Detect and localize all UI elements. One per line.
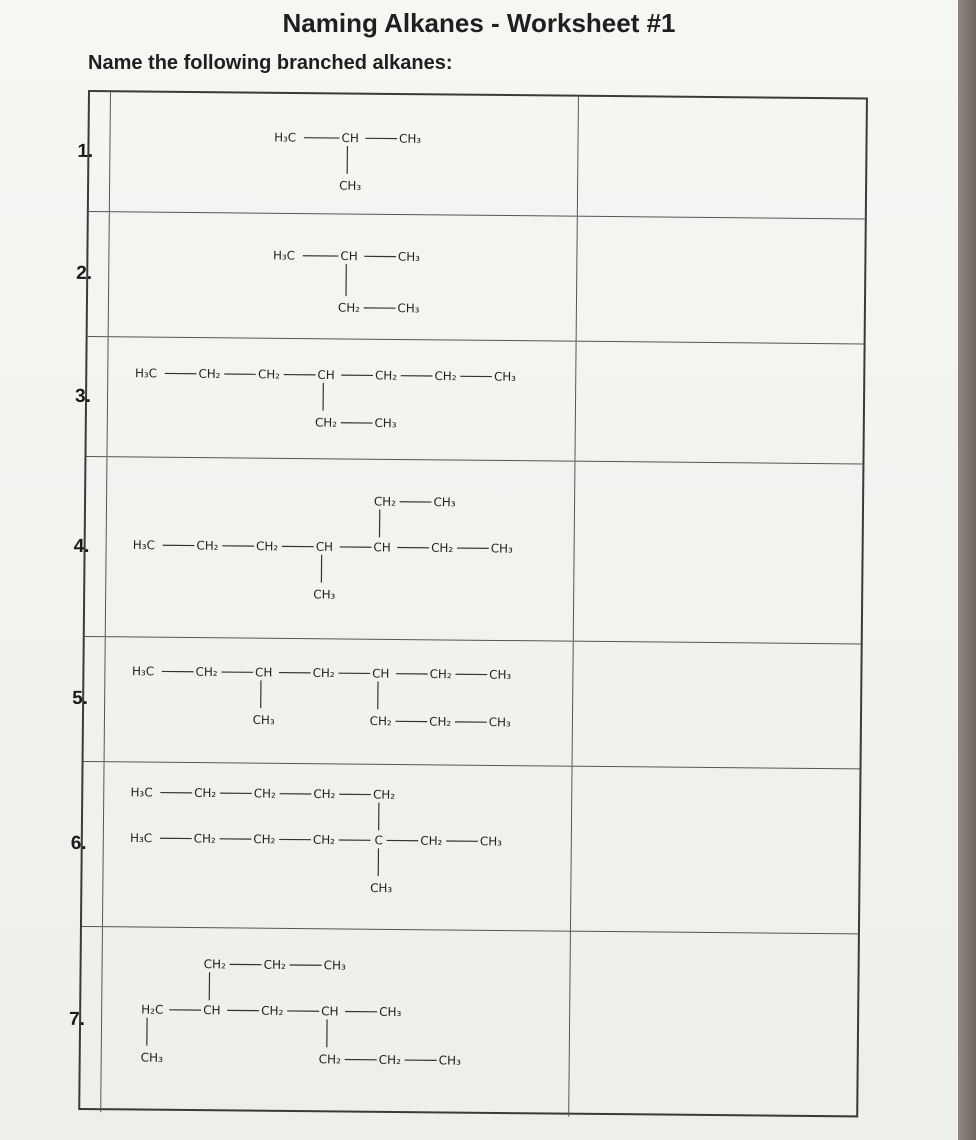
structure-1 xyxy=(113,92,574,215)
group-label: CH xyxy=(341,131,359,146)
group-label: CH₃ xyxy=(488,715,511,730)
group-label: H₃C xyxy=(130,785,153,800)
problems-table xyxy=(68,90,868,1117)
group-label: CH₂ xyxy=(429,667,452,682)
problem-row-5 xyxy=(72,637,861,769)
group-label: CH₂ xyxy=(314,415,338,430)
answer-cell[interactable] xyxy=(570,932,858,1120)
group-label: CH xyxy=(373,540,391,555)
group-label: CH₂ xyxy=(429,714,452,729)
group-label: CH₂ xyxy=(253,786,276,801)
desk-edge xyxy=(958,0,976,1140)
group-label: C xyxy=(374,833,383,848)
answer-cell[interactable] xyxy=(575,462,863,644)
group-label: CH₂ xyxy=(420,833,443,848)
structure-5 xyxy=(108,637,569,765)
group-label: CH₃ xyxy=(433,495,456,510)
group-label: CH₂ xyxy=(312,832,336,847)
group-label: CH₂ xyxy=(313,786,336,802)
answer-cell[interactable] xyxy=(572,767,860,934)
group-label: CH₃ xyxy=(323,958,346,973)
group-label: CH₃ xyxy=(313,587,336,602)
group-label: CH₃ xyxy=(252,712,275,728)
group-label: CH₃ xyxy=(339,178,362,193)
group-label: CH₃ xyxy=(490,541,513,556)
group-label: CH₂ xyxy=(195,664,218,679)
group-label: CH xyxy=(340,249,358,264)
group-label: CH₂ xyxy=(369,714,392,729)
group-label: CH₃ xyxy=(438,1053,461,1068)
group-label: CH₃ xyxy=(399,131,422,146)
group-label: H₃C xyxy=(132,664,155,679)
problem-row-3 xyxy=(74,337,863,464)
group-label: CH₃ xyxy=(374,416,397,431)
answer-cell[interactable] xyxy=(579,97,866,219)
problem-number: 2. xyxy=(76,262,93,285)
group-label: CH₂ xyxy=(374,368,398,383)
group-label: CH₃ xyxy=(397,249,421,264)
group-label: CH xyxy=(372,666,390,681)
problem-number: 6. xyxy=(70,832,87,855)
structure-4 xyxy=(109,457,571,640)
answer-cell[interactable] xyxy=(574,642,861,769)
group-label: CH₃ xyxy=(493,369,517,384)
group-label: CH₃ xyxy=(479,834,503,849)
group-label: CH₂ xyxy=(431,540,454,556)
structure-2 xyxy=(112,212,573,340)
group-label: CH₃ xyxy=(397,301,420,316)
problem-row-4 xyxy=(73,457,863,644)
group-label: CH xyxy=(321,1004,339,1019)
group-label: CH₂ xyxy=(203,957,226,972)
group-label: H₃C xyxy=(272,248,296,263)
structure-3 xyxy=(110,337,571,460)
structure-7 xyxy=(104,927,566,1116)
group-label: H₃C xyxy=(130,830,153,846)
group-label: CH₂ xyxy=(196,538,219,553)
group-label: CH₂ xyxy=(257,367,281,382)
group-label: CH₃ xyxy=(140,1050,163,1065)
group-label: CH₂ xyxy=(261,1003,284,1018)
group-label: CH₂ xyxy=(312,665,335,681)
group-label: CH₂ xyxy=(318,1052,341,1067)
group-label: CH₂ xyxy=(434,369,457,384)
group-label: CH₂ xyxy=(372,787,396,802)
answer-cell[interactable] xyxy=(578,217,865,344)
group-label: CH₂ xyxy=(198,366,221,381)
group-label: CH xyxy=(255,665,273,680)
answer-cell[interactable] xyxy=(576,342,863,464)
problem-row-7 xyxy=(68,927,858,1119)
problem-row-6 xyxy=(70,762,860,934)
structure-6 xyxy=(106,762,568,930)
problem-row-1 xyxy=(77,92,866,219)
worksheet-title: Naming Alkanes - Worksheet #1 xyxy=(282,8,676,38)
group-label: CH₂ xyxy=(373,494,397,509)
group-label: CH xyxy=(317,367,335,383)
problem-number: 1. xyxy=(77,140,94,162)
group-label: CH₂ xyxy=(337,300,361,315)
group-label: CH₂ xyxy=(253,832,276,847)
problem-number: 7. xyxy=(68,1008,86,1030)
problem-number: 5. xyxy=(72,687,89,710)
problem-row-2 xyxy=(76,212,865,344)
group-label: H₂C xyxy=(141,1002,164,1017)
group-label: CH₂ xyxy=(193,831,216,846)
group-label: H₃C xyxy=(132,537,155,553)
group-label: CH₂ xyxy=(378,1052,401,1068)
problem-number: 3. xyxy=(74,385,92,407)
group-label: H₃C xyxy=(134,366,158,381)
group-label: H₃C xyxy=(274,130,297,145)
group-label: CH₂ xyxy=(263,957,286,972)
group-label: CH₃ xyxy=(379,1004,402,1020)
group-label: CH xyxy=(203,1003,221,1018)
group-label: CH xyxy=(315,539,334,554)
group-label: CH₃ xyxy=(489,667,512,682)
group-label: CH₂ xyxy=(194,785,217,801)
problem-number: 4. xyxy=(73,535,90,557)
instructions: Name the following branched alkanes: xyxy=(88,52,453,74)
group-label: CH₂ xyxy=(256,539,279,554)
group-label: CH₃ xyxy=(370,880,393,896)
